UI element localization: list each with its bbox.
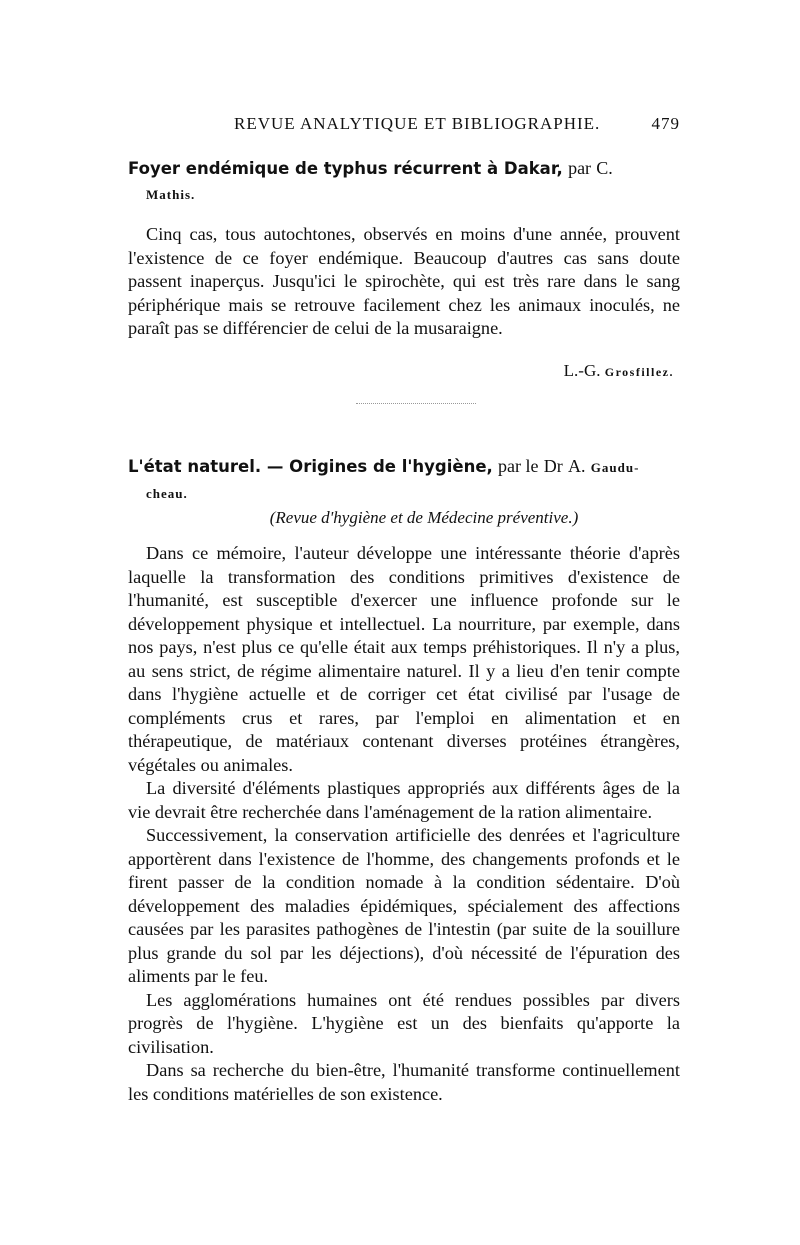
signature (128, 361, 680, 381)
article-by: par le (498, 456, 539, 476)
section-divider (356, 403, 476, 404)
article-title: Foyer endémique de typhus récurrent à Dakar, (128, 159, 563, 178)
paragraph: La diversité d'éléments plastiques appropriés aux différents âges de la vie devrait être recherchée dans l'aménagement de la ration alimentaire. (128, 778, 680, 822)
author-initial: C. (596, 158, 613, 178)
article-body: Cinq cas, tous autochtones, observés en moins d'une année, prouvent l'existence de ce foyer endémique. Beaucoup d'autres cas sans doute passent inaperçus. Jusqu'ici le spirochète, qui est très rare dans le sang périphérique mais se retrouve facilement chez les animaux inoculés, ne paraît pas se différencier de celui de la musaraigne. (128, 224, 680, 338)
article-by: par (568, 158, 592, 178)
article-etat-naturel (128, 454, 680, 1106)
source-citation: (Revue d'hygiène et de Médecine préventive.) (269, 508, 579, 527)
signature-name: Grosfillez. (604, 364, 674, 379)
paragraph: Dans sa recherche du bien-être, l'humanité transforme continuellement les conditions matérielles de son existence. (128, 1060, 680, 1104)
paragraph: Les agglomérations humaines ont été rendues possibles par divers progrès de l'hygiène. L'hygiène est un des bienfaits qu'apporte la civilisation. (128, 989, 680, 1057)
author-title: Dr (543, 456, 563, 476)
running-head (128, 114, 680, 144)
author-name-part1: Gaudu- (590, 460, 640, 475)
author-name-part2: cheau. (146, 486, 188, 501)
article-heading (128, 454, 680, 506)
running-title: REVUE ANALYTIQUE ET BIBLIOGRAPHIE. (234, 114, 601, 133)
article-title: L'état naturel. — Origines de l'hygiène, (128, 457, 493, 476)
signature-initials: L.-G. (563, 360, 601, 380)
author-name: Mathis. (146, 187, 196, 202)
article-typhus (128, 156, 680, 381)
author-initial: A. (568, 456, 586, 476)
article-heading (128, 156, 680, 207)
paragraph: Successivement, la conservation artificielle des denrées et l'agriculture apportèrent dans l'existence de l'homme, des changements profonds et le firent passer de la condition nomade à la condition sédentaire. D'où développement des maladies épidémiques, spécialement des affections causées par les parasites pathogènes de l'intestin (par suite de la souillure plus grande du sol par les déjections), d'où nécessité de l'épuration des aliments par le feu. (128, 825, 680, 986)
page-number: 479 (651, 114, 680, 133)
paragraph: Dans ce mémoire, l'auteur développe une intéressante théorie d'après laquelle la transformation des conditions primitives d'existence de l'humanité, est susceptible d'exercer une influence profonde sur le développement physique et intellectuel. La nourriture, par exemple, dans nos pays, n'est plus ce qu'elle était aux temps préhistoriques. Il n'y a plus, au sens strict, de régime alimentaire naturel. Il y a lieu d'en tenir compte dans l'hygiène actuelle et de corriger cet état civilisé par l'usage de compléments crus et rares, par l'emploi en alimentation et en thérapeutique, de matériaux contenant diverses protéines étrangères, végétales ou animales. (128, 543, 680, 775)
